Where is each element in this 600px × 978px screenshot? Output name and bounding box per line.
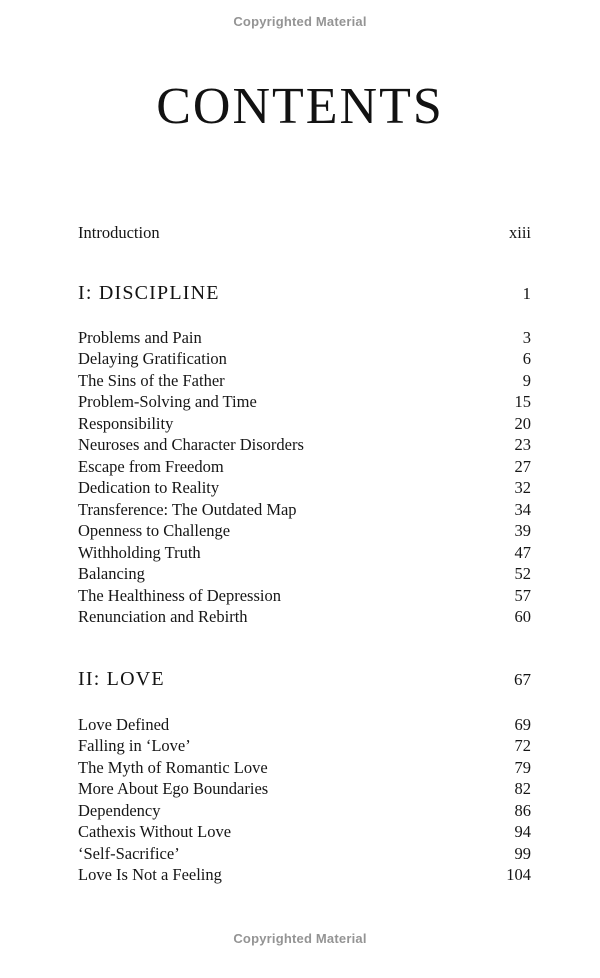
toc-entry-page-number: 104	[506, 865, 531, 884]
toc-front-matter-entry-label: Introduction	[78, 223, 160, 242]
toc-entry-page-number: 60	[514, 607, 531, 626]
toc-entry-page-number: 57	[514, 585, 531, 605]
toc-entry	[78, 563, 531, 585]
toc-entry-label: The Healthiness of Depression	[78, 585, 281, 605]
toc-entry-label: Dedication to Reality	[78, 478, 220, 497]
toc-entry-label: Love Is Not a Feeling	[78, 865, 222, 884]
toc-front-matter-entry	[78, 222, 531, 244]
toc-entry	[78, 585, 531, 607]
toc-entry-page-number: 6	[522, 349, 531, 368]
toc-entry-label: The Sins of the Father	[78, 370, 225, 390]
toc-entry-page-number: 9	[522, 370, 531, 390]
toc-entry	[78, 348, 531, 370]
toc-entry	[78, 327, 531, 349]
toc-entry-page-number: 3	[522, 327, 531, 347]
toc-entry	[78, 542, 531, 564]
toc-entry-label: Problems and Pain	[78, 327, 202, 347]
toc-entry	[78, 757, 531, 779]
toc-entry	[78, 821, 531, 843]
toc-entry-label: Escape from Freedom	[78, 456, 224, 476]
toc-entry-page-number: 69	[514, 714, 531, 734]
toc-entry-page-number: 86	[514, 800, 531, 820]
toc-entry-page-number: 23	[514, 435, 531, 454]
toc-entry	[78, 714, 531, 736]
toc-entry-page-number: 39	[514, 521, 531, 540]
toc-entry-label: Responsibility	[78, 413, 174, 433]
toc-entry-page-number: 79	[514, 757, 531, 777]
toc-entry	[78, 499, 531, 521]
toc-entry	[78, 606, 531, 628]
toc-front-matter-entry-page-number: xiii	[508, 223, 531, 242]
toc-entry	[78, 735, 531, 757]
toc-entry	[78, 370, 531, 392]
toc-entry	[78, 434, 531, 456]
toc-entry-page-number: 27	[514, 456, 531, 476]
toc-entry-label: Cathexis Without Love	[78, 822, 232, 841]
toc-entry	[78, 456, 531, 478]
toc-entry-label: Problem-Solving and Time	[78, 392, 257, 411]
toc-entry-label: ‘Self-Sacrifice’	[78, 843, 180, 863]
toc-entry-label: Delaying Gratification	[78, 349, 227, 368]
toc-entry-label: Dependency	[78, 800, 161, 820]
toc-section-heading-label: II: LOVE	[78, 667, 165, 690]
toc-entry	[78, 520, 531, 542]
copyright-notice-top: Copyrighted Material	[233, 14, 367, 29]
toc-entry-label: Balancing	[78, 564, 145, 583]
toc-section-heading-label: I: DISCIPLINE	[78, 281, 220, 304]
toc-entry-label: Openness to Challenge	[78, 521, 231, 540]
copyright-notice-bottom: Copyrighted Material	[233, 931, 367, 946]
toc-entry	[78, 477, 531, 499]
toc-section-heading-page-number: 1	[522, 283, 531, 303]
toc-section-heading	[78, 280, 531, 307]
toc-entry-page-number: 82	[514, 779, 531, 798]
toc-section-heading-page-number: 67	[514, 669, 531, 689]
toc-entry-page-number: 15	[514, 392, 531, 411]
toc-entry-label: The Myth of Romantic Love	[78, 757, 268, 777]
toc-entry	[78, 843, 531, 865]
toc-entry	[78, 778, 531, 800]
toc-entry	[78, 800, 531, 822]
toc-entry-page-number: 72	[514, 736, 531, 755]
table-of-contents	[78, 222, 531, 886]
toc-entry-label: Falling in ‘Love’	[78, 736, 191, 755]
toc-entry-label: Withholding Truth	[78, 542, 201, 562]
toc-entry-page-number: 99	[514, 843, 531, 863]
toc-entry-page-number: 20	[514, 413, 531, 433]
toc-entry-label: Love Defined	[78, 714, 170, 734]
toc-entry-page-number: 34	[514, 499, 531, 519]
toc-entry	[78, 413, 531, 435]
toc-entry	[78, 864, 531, 886]
toc-entry-label: Renunciation and Rebirth	[78, 607, 248, 626]
toc-section-entries	[78, 327, 531, 628]
toc-entry-page-number: 94	[514, 822, 531, 841]
toc-section-heading	[78, 666, 531, 693]
page-title: CONTENTS	[156, 78, 444, 135]
toc-entry-label: Transference: The Outdated Map	[78, 499, 297, 519]
toc-entry	[78, 391, 531, 413]
toc-entry-label: Neuroses and Character Disorders	[78, 435, 304, 454]
toc-entry-label: More About Ego Boundaries	[78, 779, 269, 798]
toc-entry-page-number: 52	[514, 564, 531, 583]
toc-entry-page-number: 47	[514, 542, 531, 562]
toc-section-entries	[78, 714, 531, 886]
toc-entry-page-number: 32	[514, 478, 531, 497]
